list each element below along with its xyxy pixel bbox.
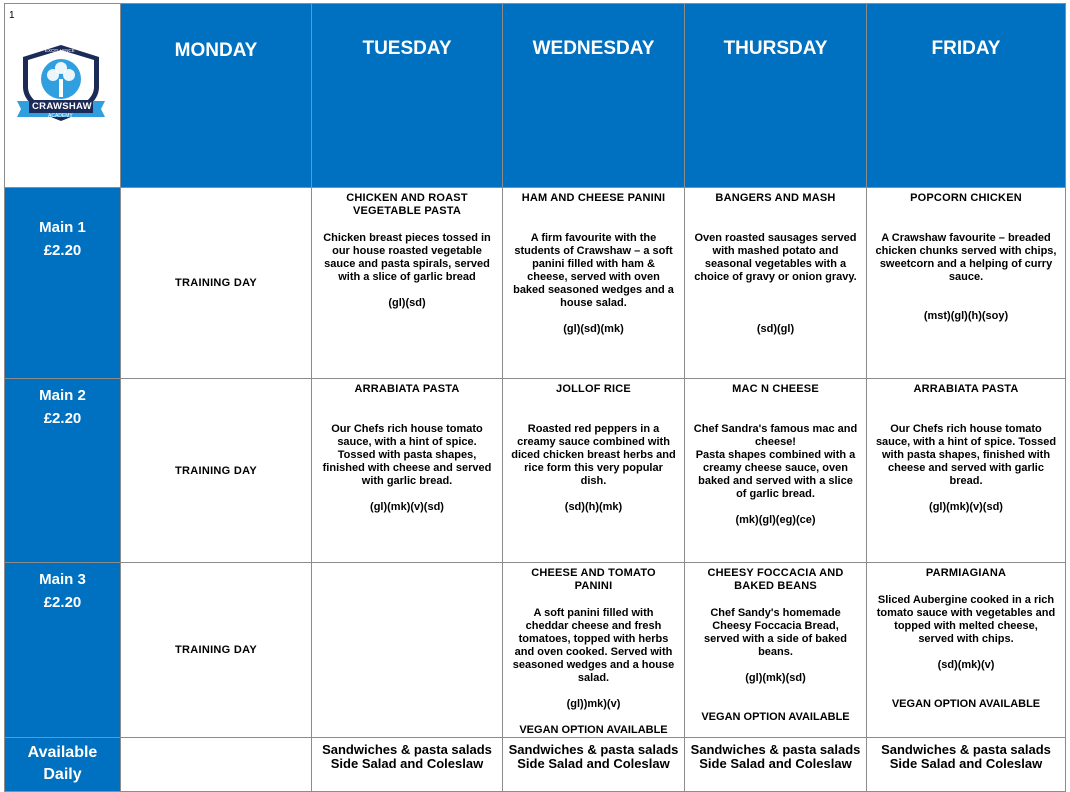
row-price: £2.20 xyxy=(43,410,82,427)
wednesday-main-2 xyxy=(503,379,685,563)
logo-right-text: AMBITION xyxy=(82,58,94,79)
daily-line-1: Sandwiches & pasta salads xyxy=(881,742,1051,757)
allergen-codes: (gl)(mk)(v)(sd) xyxy=(929,501,1003,513)
dish-description: Chicken breast pieces tossed in our house roasted vegetable sauce and pasta spirals, served with a slice of garlic bread xyxy=(323,232,491,283)
logo-left-text: RESPECT xyxy=(29,58,42,79)
friday-main-1 xyxy=(867,188,1066,379)
dish-title: CHEESE AND TOMATO PANINI xyxy=(531,567,656,592)
main-1-row xyxy=(5,188,1066,379)
row-header-main-2 xyxy=(5,379,121,563)
main-2-row xyxy=(5,379,1066,563)
day-header-wednesday xyxy=(503,4,685,188)
day-header-tuesday xyxy=(312,4,503,188)
friday-main-3 xyxy=(867,563,1066,738)
day-header-friday xyxy=(867,4,1066,188)
daily-line-2: Side Salad and Coleslaw xyxy=(330,756,484,771)
dish-title: POPCORN CHICKEN xyxy=(910,192,1022,204)
thursday-main-1 xyxy=(685,188,867,379)
row-price: £2.20 xyxy=(43,242,82,259)
wednesday-main-3 xyxy=(503,563,685,738)
allergen-codes: (sd)(h)(mk) xyxy=(564,501,623,513)
day-header-monday xyxy=(121,4,312,188)
allergen-codes: (mst)(gl)(h)(soy) xyxy=(923,310,1009,322)
tuesday-daily xyxy=(312,738,503,792)
row-label: Main 2 xyxy=(39,387,86,404)
row-header-available-daily xyxy=(5,738,121,792)
tuesday-main-3 xyxy=(312,563,503,738)
dish-description: Pasta shapes combined with a creamy cheese sauce, oven baked and served with a slice of garlic bread. xyxy=(695,449,856,500)
tuesday-main-2 xyxy=(312,379,503,563)
daily-line-2: Side Salad and Coleslaw xyxy=(699,756,852,771)
daily-line-1: Sandwiches & pasta salads xyxy=(322,742,492,757)
row-header-main-1 xyxy=(5,188,121,379)
available-daily-row xyxy=(5,738,1066,792)
logo-cell xyxy=(5,4,121,188)
dish-description: A Crawshaw favourite – breaded chicken chunks served with chips, sweetcorn and a helping of curry sauce. xyxy=(875,232,1057,283)
dish-description: Sliced Aubergine cooked in a rich tomato sauce with vegetables and topped with melted cheese, served with chips. xyxy=(876,594,1056,645)
vegan-option: VEGAN OPTION AVAILABLE xyxy=(519,724,668,736)
header-row xyxy=(5,4,1066,188)
row-label: Available xyxy=(27,744,98,761)
dish-title: MAC N CHEESE xyxy=(732,383,819,395)
daily-line-2: Side Salad and Coleslaw xyxy=(889,756,1043,771)
logo-name: CRAWSHAW xyxy=(32,101,92,112)
allergen-codes: (gl)(sd)(mk) xyxy=(563,323,624,335)
dish-description: A firm favourite with the students of Crawshaw – a soft panini filled with ham & cheese, served with oven baked seasoned wedges and a house salad. xyxy=(513,232,674,309)
dish-tagline: Chef Sandra's famous mac and cheese! xyxy=(693,423,858,448)
dish-description: A soft panini filled with cheddar cheese and fresh tomatoes, topped with herbs and oven cooked. Served with seasoned wedges and a house salad. xyxy=(512,607,675,684)
allergen-codes: (gl)(sd) xyxy=(388,297,426,309)
thursday-daily xyxy=(685,738,867,792)
dish-description: Our Chefs rich house tomato sauce, with a hint of spice. Tossed with pasta shapes, finished with cheese and served with garlic bread. xyxy=(875,423,1057,487)
lunch-menu-table xyxy=(4,3,1066,792)
logo-sub: ACADEMY xyxy=(48,113,73,119)
wednesday-daily xyxy=(503,738,685,792)
logo-top-text: EXCELLENCE xyxy=(45,48,75,53)
row-label: Main 3 xyxy=(39,571,86,588)
allergen-codes: (sd)(gl) xyxy=(756,323,795,335)
dish-description: Chef Sandy's homemade Cheesy Foccacia Bread, served with a side of baked beans. xyxy=(703,607,848,658)
day-header-thursday xyxy=(685,4,867,188)
allergen-codes: (gl)(mk)(v)(sd) xyxy=(370,501,444,513)
thursday-main-3 xyxy=(685,563,867,738)
allergen-codes: (gl))mk)(v) xyxy=(566,698,621,710)
monday-main-1: TRAINING DAY xyxy=(121,188,312,379)
main-3-row xyxy=(5,563,1066,738)
day-label: TUESDAY xyxy=(362,38,452,59)
day-label: WEDNESDAY xyxy=(532,38,655,59)
dish-title: ARRABIATA PASTA xyxy=(354,383,460,395)
dish-title: PARMIAGIANA xyxy=(925,567,1007,579)
thursday-main-2 xyxy=(685,379,867,563)
vegan-option: VEGAN OPTION AVAILABLE xyxy=(701,711,850,723)
monday-main-2: TRAINING DAY xyxy=(121,379,312,563)
monday-main-3: TRAINING DAY xyxy=(121,563,312,738)
daily-line-2: Side Salad and Coleslaw xyxy=(517,756,670,771)
row-label: Daily xyxy=(43,766,82,783)
vegan-option: VEGAN OPTION AVAILABLE xyxy=(891,698,1041,710)
daily-line-1: Sandwiches & pasta salads xyxy=(508,742,679,757)
row-price: £2.20 xyxy=(43,594,82,611)
dish-title: HAM AND CHEESE PANINI xyxy=(521,192,666,204)
friday-daily xyxy=(867,738,1066,792)
dish-description: Roasted red peppers in a creamy sauce combined with diced chicken breast herbs and rice form this very popular dish. xyxy=(511,423,676,487)
day-label: THURSDAY xyxy=(723,38,828,59)
wednesday-main-1 xyxy=(503,188,685,379)
day-label: FRIDAY xyxy=(931,38,1001,59)
friday-main-2 xyxy=(867,379,1066,563)
allergen-codes: (sd)(mk)(v) xyxy=(937,659,995,671)
dish-description: Oven roasted sausages served with mashed potato and seasonal vegetables with a choice of gravy or onion gravy. xyxy=(694,232,857,283)
dish-title: CHEESY FOCCACIA AND BAKED BEANS xyxy=(707,567,844,592)
row-header-main-3 xyxy=(5,563,121,738)
tuesday-main-1 xyxy=(312,188,503,379)
day-label: MONDAY xyxy=(174,40,258,61)
dish-title: CHICKEN AND ROAST VEGETABLE PASTA xyxy=(346,192,468,217)
dish-title: BANGERS AND MASH xyxy=(715,192,836,204)
page-number: 1 xyxy=(9,10,15,21)
dish-title: JOLLOF RICE xyxy=(556,383,631,395)
dish-title: ARRABIATA PASTA xyxy=(913,383,1019,395)
row-label: Main 1 xyxy=(39,219,86,236)
dish-description: Our Chefs rich house tomato sauce, with a hint of spice. Tossed with pasta shapes, finished with cheese and served with garlic bread. xyxy=(322,423,492,487)
allergen-codes: (mk)(gl)(eg)(ce) xyxy=(735,514,816,526)
daily-line-1: Sandwiches & pasta salads xyxy=(690,742,861,757)
allergen-codes: (gl)(mk)(sd) xyxy=(745,672,806,684)
monday-daily xyxy=(121,738,312,792)
